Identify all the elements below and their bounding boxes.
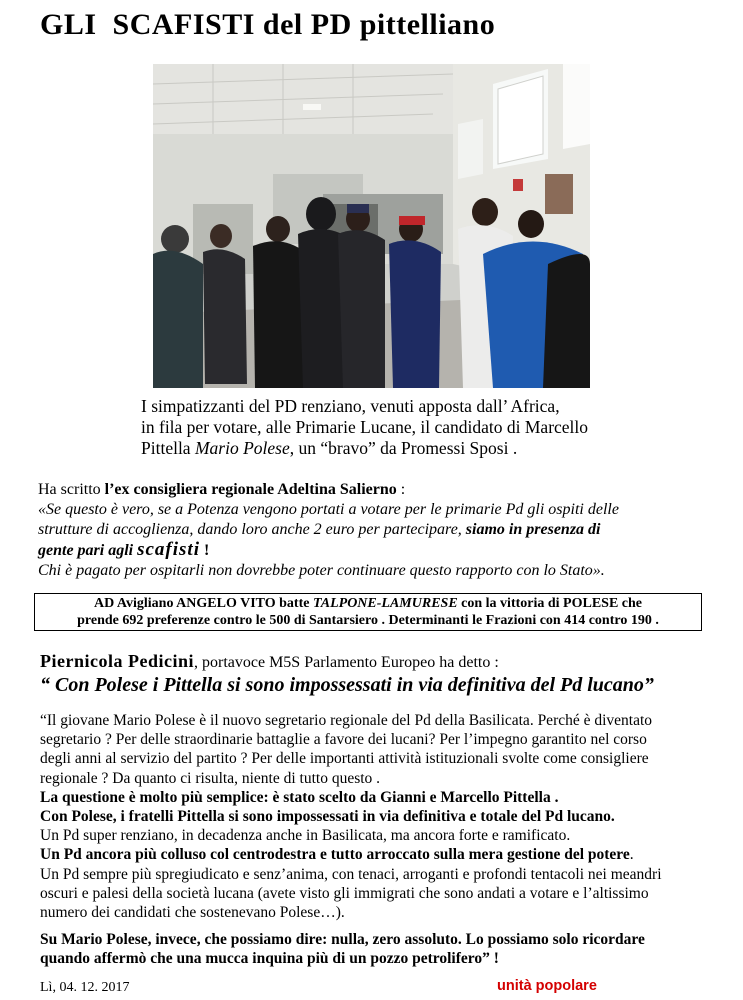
body-period: . [629,846,634,864]
body-line: degli anni al servizio del partito ? Per delle importanti attività istituzionali svolte come consigliere [40,750,649,768]
closing-paragraph [40,930,720,968]
box-text: AD Avigliano ANGELO VITO batte [93,596,313,611]
quote-line [38,540,718,561]
caption-line [141,438,701,459]
box-italic: TALPONE-LAMURESE [312,596,458,611]
salierno-quote [38,480,718,581]
body-line: “Il giovane Mario Polese è il nuovo segretario regionale del Pd della Basilicata. Perché è diventato [40,712,653,729]
caption-text: , un “bravo” da Promessi Sposi . [289,438,518,458]
box-text: con la vittoria di POLESE che [457,596,643,611]
date-line: Lì, 04. 12. 2017 [40,980,130,995]
body-line: Un Pd sempre più spregiudicato e senz’anima, con tenaci, arroganti e profondi tentacoli nei meandri [40,865,662,883]
quote-text: strutture di accoglienza, dando loro anche 2 euro per partecipare, [38,521,466,538]
body-line [40,845,720,864]
quote-line: «Se questo è vero, se a Potenza vengono portati a votare per le primarie Pd gli ospiti delle [38,501,619,518]
body-line: La questione è molto più semplice: è stato scelto da Gianni e Marcello Pittella . [40,788,559,806]
photo-queue-icon [153,64,590,388]
box-line: prende 692 preferenze contro le 500 di Santarsiero . Determinanti le Frazioni con 414 contro 190 . [77,613,659,628]
quote-emphasis: siamo in presenza di [465,521,601,538]
candidate-name: Mario Polese [194,438,290,458]
article-body [40,711,720,922]
body-bold: Un Pd ancora più colluso col centrodestra e tutto arroccato sulla mera gestione del potere [40,846,630,864]
quote-intro-text: Ha scritto [38,481,105,498]
quote-intro [38,480,718,500]
closing-line: quando affermò che una mucca inquina più di un pozzo petrolifero” ! [40,950,499,967]
quote-line: Chi è pagato per ospitarli non dovrebbe poter continuare questo rapporto con lo Stato». [38,562,605,579]
quote-author: l’ex consigliera regionale Adeltina Salierno [104,481,397,498]
pedicini-name: Piernicola Pedicini [40,651,194,671]
page-title: GLI SCAFISTI del PD pittelliano [40,8,496,41]
pedicini-role: , portavoce M5S Parlamento Europeo ha detto : [193,654,499,671]
avigliano-box [34,593,702,631]
photo-caption [141,396,701,459]
body-line: segretario ? Per delle straordinarie battaglie a favore dei lucani? Per l’impegno garantito nel corso [40,731,647,749]
news-photo [153,64,590,388]
caption-line: in fila per votare, alle Primarie Lucane, il candidato di Marcello [141,417,589,437]
body-line: numero dei candidati che sostenevano Polese…). [40,904,345,922]
box-line [41,595,695,612]
body-line: oscuri e palesi della società lucana (avete visto gli immigrati che sono andati a votare e l’altissimo [40,884,649,902]
body-line: regionale ? Da quanto ci risulta, niente di tutto questo . [40,769,381,787]
pedicini-headline: “ Con Polese i Pittella si sono impossessati in via definitiva del Pd lucano” [40,674,654,696]
caption-text: Pittella [141,438,195,458]
closing-line: Su Mario Polese, invece, che possiamo dire: nulla, zero assoluto. Lo possiamo solo ricordare [40,931,645,948]
quote-intro-colon: : [396,481,406,498]
quote-scafisti: scafisti [137,539,200,560]
quote-line [38,520,718,540]
body-line: Un Pd super renziano, in decadenza anche in Basilicata, ma ancora forte e ramificato. [40,827,571,845]
body-line: Con Polese, i fratelli Pittella si sono impossessati in via definitiva e totale del Pd lucano. [40,808,615,826]
quote-emphasis: gente pari agli [38,542,138,559]
signature: unità popolare [497,978,597,994]
pedicini-intro [40,650,720,674]
quote-exclaim: ! [200,542,210,559]
caption-line: I simpatizzanti del PD renziano, venuti apposta dall’ Africa, [141,396,560,416]
pedicini-section [40,650,720,696]
